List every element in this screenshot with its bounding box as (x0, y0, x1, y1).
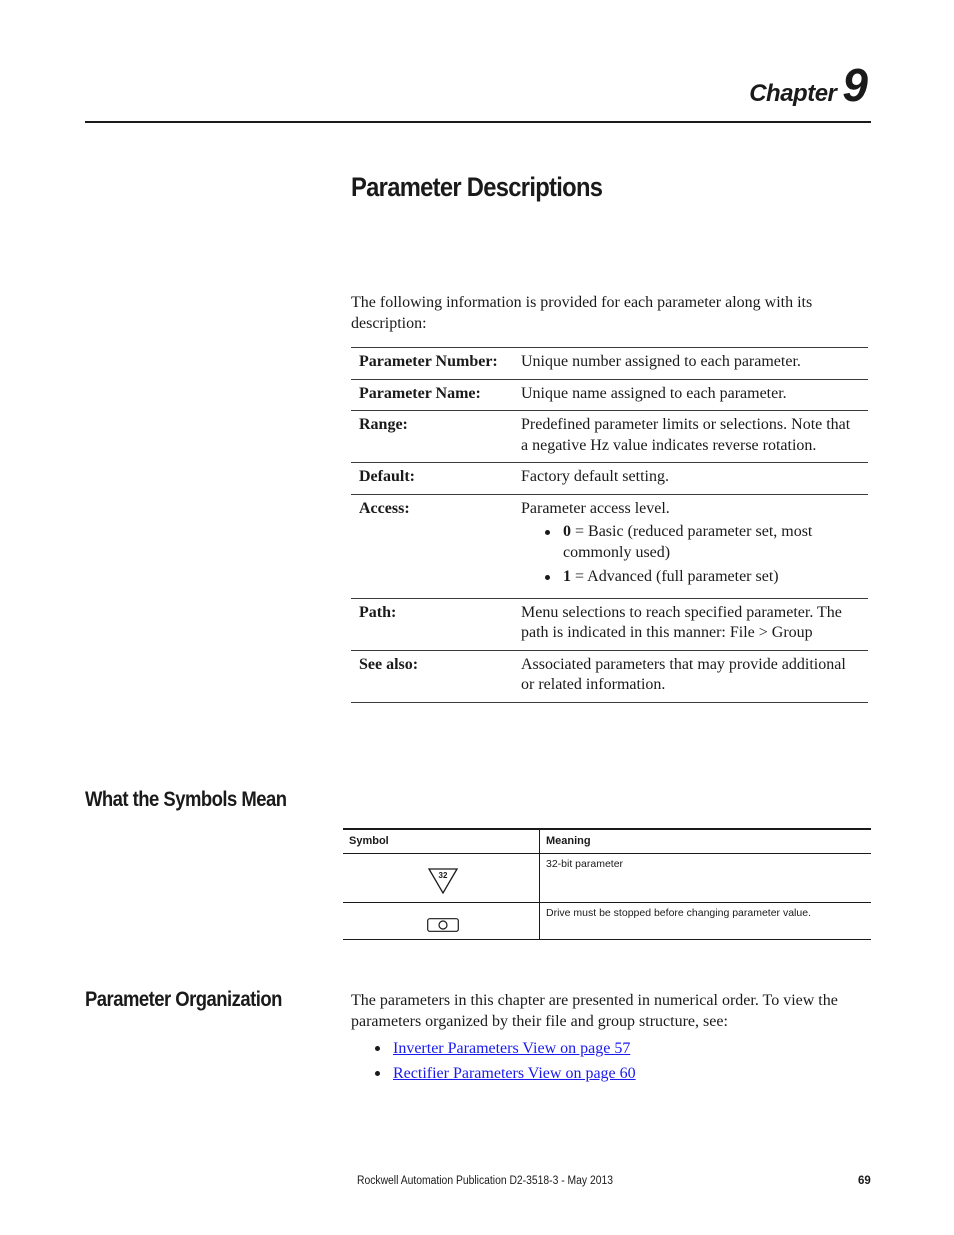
organization-links-list (351, 1036, 636, 1086)
parameter-info-table (351, 347, 868, 703)
list-item (351, 1036, 636, 1061)
table-row (351, 650, 868, 702)
row-value: Associated parameters that may provide additional or related information. (513, 650, 868, 702)
row-key: Default: (351, 463, 513, 495)
column-header-meaning: Meaning (540, 829, 872, 854)
access-level-number: 1 (563, 568, 571, 585)
table-header-row (343, 829, 871, 854)
meaning-cell: Drive must be stopped before changing parameter value. (540, 903, 872, 940)
row-key: Range: (351, 411, 513, 463)
row-key: Parameter Name: (351, 379, 513, 411)
symbols-table (343, 828, 871, 940)
access-levels-list (521, 522, 860, 588)
table-row (351, 494, 868, 598)
symbol-cell (343, 903, 540, 940)
row-key: Path: (351, 598, 513, 650)
inverter-parameters-link[interactable]: Inverter Parameters View on page 57 (393, 1040, 631, 1057)
32-bit-triangle-icon (428, 868, 458, 894)
list-item (351, 1061, 636, 1086)
access-level-text: = Basic (reduced parameter set, most commonly used) (563, 523, 813, 561)
row-value: Menu selections to reach specified parameter. The path is indicated in this manner: File > Group (513, 598, 868, 650)
row-key: Access: (351, 494, 513, 598)
row-value: Factory default setting. (513, 463, 868, 495)
chapter-word: Chapter (749, 80, 837, 107)
chapter-label (749, 59, 868, 111)
access-description: Parameter access level. (521, 499, 670, 517)
footer-publication: Rockwell Automation Publication D2-3518-3 - May 2013 (357, 1175, 614, 1187)
chapter-divider (85, 121, 871, 123)
table-row (343, 854, 871, 903)
row-value: Unique name assigned to each parameter. (513, 379, 868, 411)
symbol-cell (343, 854, 540, 903)
symbols-heading: What the Symbols Mean (85, 788, 287, 811)
intro-paragraph: The following information is provided for each parameter along with its description: (351, 294, 813, 332)
row-key: See also: (351, 650, 513, 702)
table-row (351, 598, 868, 650)
table-row (351, 348, 868, 380)
list-item (563, 522, 860, 563)
rectifier-parameters-link[interactable]: Rectifier Parameters View on page 60 (393, 1065, 636, 1082)
table-row (343, 903, 871, 940)
access-level-number: 0 (563, 523, 571, 540)
32-bit-label: 32 (438, 871, 448, 880)
page-title: Parameter Descriptions (351, 172, 603, 202)
list-item (563, 567, 860, 588)
table-row (351, 379, 868, 411)
table-row (351, 411, 868, 463)
row-value (513, 494, 868, 598)
stopped-drive-icon (427, 918, 459, 932)
organization-heading: Parameter Organization (85, 988, 282, 1011)
column-header-symbol: Symbol (343, 829, 540, 854)
organization-paragraph: The parameters in this chapter are presented in numerical order. To view the parameters organized by their file and group structure, see: (351, 992, 838, 1030)
footer-page-number: 69 (858, 1175, 871, 1187)
table-row (351, 463, 868, 495)
row-value: Unique number assigned to each parameter. (513, 348, 868, 380)
chapter-number: 9 (842, 59, 868, 111)
meaning-cell: 32-bit parameter (540, 854, 872, 903)
access-level-text: = Advanced (full parameter set) (571, 568, 779, 585)
row-key: Parameter Number: (351, 348, 513, 380)
row-value: Predefined parameter limits or selections. Note that a negative Hz value indicates reverse rotation. (513, 411, 868, 463)
